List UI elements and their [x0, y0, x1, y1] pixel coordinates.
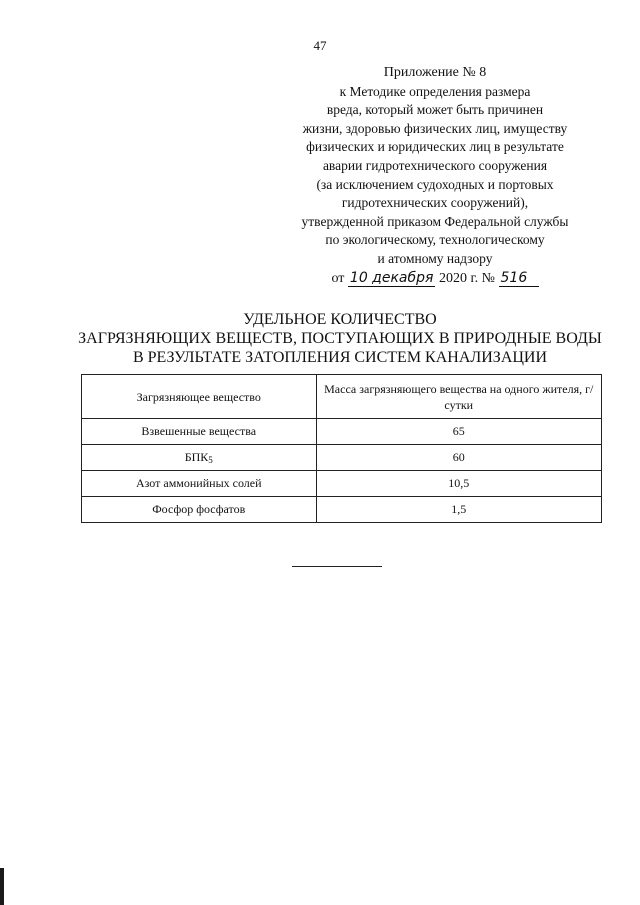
appendix-line: утвержденной приказом Федеральной службы [301, 213, 569, 229]
document-heading [40, 310, 640, 367]
appendix-line: вреда, который может быть причинен [326, 102, 544, 118]
pollutant-table [81, 374, 602, 523]
cell-substance: Азот аммонийных солей [82, 471, 317, 497]
table-row [82, 471, 602, 497]
table-row [82, 419, 602, 445]
scan-edge-mark [0, 868, 4, 905]
appendix-block [260, 64, 610, 288]
cell-mass: 65 [316, 419, 601, 445]
page-number: 47 [313, 38, 327, 53]
cell-substance: Взвешенные вещества [82, 419, 317, 445]
cell-substance: Фосфор фосфатов [82, 497, 317, 523]
appendix-title: Приложение № 8 [383, 65, 487, 80]
appendix-line: и атомному надзору [377, 250, 493, 266]
substance-name: БПК [184, 450, 209, 464]
heading-line: УДЕЛЬНОЕ КОЛИЧЕСТВО [243, 311, 437, 328]
date-prefix: от [331, 270, 345, 286]
table-row [82, 497, 602, 523]
handwritten-order-number: 516 [499, 271, 539, 287]
heading-line: В РЕЗУЛЬТАТЕ ЗАТОПЛЕНИЯ СИСТЕМ КАНАЛИЗАЦИИ [132, 349, 548, 366]
substance-subscript: 5 [208, 455, 213, 465]
date-year: 2020 г. № [438, 270, 495, 286]
handwritten-date: 10 декабря [349, 269, 434, 286]
appendix-line: аварии гидротехнического сооружения [322, 157, 548, 173]
appendix-line: жизни, здоровью физических лиц, имуществу [302, 120, 568, 136]
cell-mass: 10,5 [316, 471, 601, 497]
closing-divider [292, 566, 382, 567]
cell-substance [82, 445, 317, 471]
appendix-line: к Методике определения размера [339, 83, 531, 99]
cell-mass: 1,5 [316, 497, 601, 523]
appendix-line: физических и юридических лиц в результате [306, 139, 564, 155]
appendix-line: гидротехнических сооружений), [341, 195, 529, 211]
order-date-line [260, 270, 610, 289]
header-mass: Масса загрязняющего вещества на одного жителя, г/сутки [316, 375, 601, 419]
header-substance: Загрязняющее вещество [82, 375, 317, 419]
appendix-line: (за исключением судоходных и портовых [316, 176, 554, 192]
table-row [82, 445, 602, 471]
appendix-line: по экологическому, технологическому [325, 232, 545, 248]
cell-mass: 60 [316, 445, 601, 471]
table-header-row [82, 375, 602, 419]
heading-line: ЗАГРЯЗНЯЮЩИХ ВЕЩЕСТВ, ПОСТУПАЮЩИХ В ПРИРОДНЫЕ ВОДЫ [78, 330, 602, 347]
